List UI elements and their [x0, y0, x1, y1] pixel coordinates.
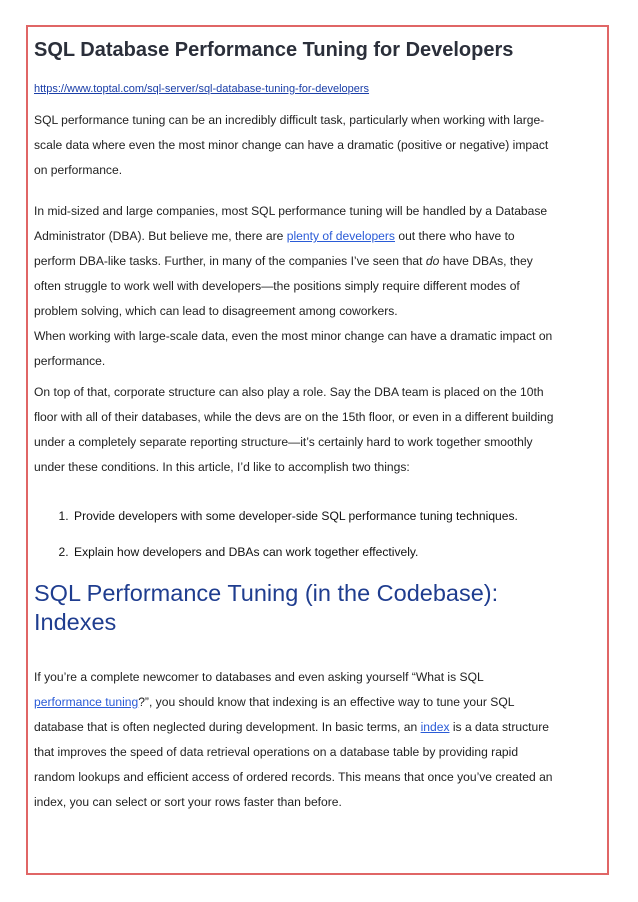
performance-tuning-link[interactable]: performance tuning — [34, 695, 139, 709]
dba-emphasis: do — [425, 254, 440, 268]
dba-text-2: out there who have to perform DBA-like tasks. Further, in many of the companies I’ve seen that — [34, 229, 515, 268]
large-scale-paragraph: When working with large-scale data, even the most minor change can have a dramatic impact on performance. — [34, 329, 553, 368]
source-link[interactable]: https://www.toptal.com/sql-server/sql-database-tuning-for-developers — [34, 83, 370, 95]
corporate-text-1: On top of that, corporate structure can also play a role. Say the DBA team is placed on the 10th floor with all of their databases, while the devs are on the 15th floor, or even in a different building under a completely separate reporting structure—it’s certainly hard to work together smoothly under these conditions. — [34, 385, 554, 474]
corporate-paragraph — [34, 380, 554, 481]
goals-list — [34, 507, 554, 561]
paragraph-spacer — [34, 183, 554, 199]
dba-text-1: In mid-sized and large companies, most SQL performance tuning will be handled by a Database Administrator (DBA). But believe me, there are — [34, 204, 548, 243]
document-body — [34, 38, 554, 815]
dba-text-3: have DBAs, they often struggle to work well with developers—the positions simply require different modes of problem solving, which can lead to disagreement among coworkers. — [34, 254, 533, 318]
section-heading: SQL Performance Tuning (in the Codebase): Indexes — [34, 580, 499, 635]
page-title: SQL Database Performance Tuning for Developers — [34, 39, 514, 61]
corporate-text-2: In this article, I’d like to accomplish two things: — [162, 460, 410, 474]
index-link[interactable]: index — [420, 720, 450, 734]
intro-paragraph: SQL performance tuning can be an incredibly difficult task, particularly when working with large-scale data where even the most minor change can have a dramatic (positive or negative) impact on performance. — [34, 113, 549, 177]
list-item: 2. Explain how developers and DBAs can work together effectively. — [72, 543, 554, 561]
plenty-of-developers-link[interactable]: plenty of developers — [286, 229, 395, 243]
index-text-1: If you’re a complete newcomer to databases and even asking yourself “What is SQL — [34, 670, 484, 684]
dba-paragraph — [34, 199, 554, 324]
list-item: 1. Provide developers with some developer-side SQL performance tuning techniques. — [72, 507, 554, 525]
index-text-2: ?”, you should know that indexing is an effective way to tune your SQL database that is often neglected during development. In basic terms, an — [34, 695, 515, 734]
index-text-3: is a data structure that improves the speed of data retrieval operations on a database table by providing rapid random lookups and efficient access of ordered records. This means that once you’ve created an index, you can select or sort your rows faster than before. — [34, 720, 553, 809]
index-paragraph — [34, 665, 554, 815]
